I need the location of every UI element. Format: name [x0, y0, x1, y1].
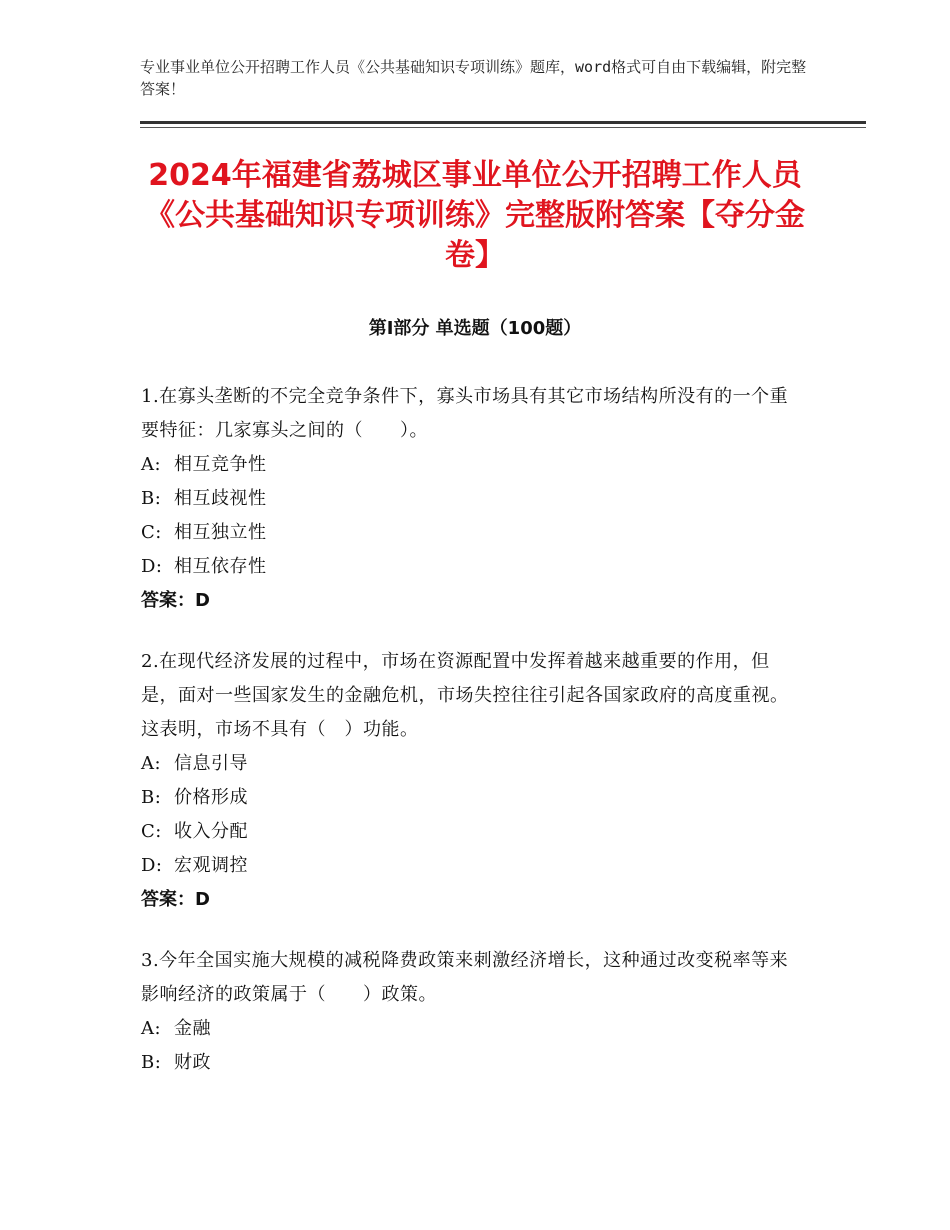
question-stem: 1.在寡头垄断的不完全竞争条件下，寡头市场具有其它市场结构所没有的一个重要特征：几家寡头之间的（ ）。: [141, 386, 789, 441]
option-b: [141, 482, 801, 516]
option-text: 宏观调控: [174, 855, 248, 876]
option-key: A:: [141, 753, 162, 774]
question-3: [141, 944, 801, 1080]
header-rule-thick: [140, 121, 866, 124]
header-note: 专业事业单位公开招聘工作人员《公共基础知识专项训练》题库，word格式可自由下载编辑，附完整答案！: [140, 58, 807, 98]
option-b: [141, 781, 801, 815]
option-key: B:: [141, 1052, 162, 1073]
option-text: 相互依存性: [174, 556, 267, 577]
header-rule-thin: [140, 127, 866, 128]
option-key: D:: [141, 855, 163, 876]
question-stem: 3.今年全国实施大规模的减税降费政策来刺激经济增长，这种通过改变税率等来影响经济的政策属于（ ）政策。: [141, 950, 789, 1005]
question-2: [141, 645, 801, 917]
option-key: C:: [141, 821, 162, 842]
option-text: 金融: [174, 1018, 211, 1039]
answer: 答案：D: [141, 590, 210, 611]
option-a: [141, 1012, 801, 1046]
option-a: [141, 747, 801, 781]
option-c: [141, 516, 801, 550]
option-key: B:: [141, 787, 162, 808]
option-key: B:: [141, 488, 162, 509]
option-a: [141, 448, 801, 482]
option-text: 相互独立性: [174, 522, 267, 543]
option-key: C:: [141, 522, 162, 543]
option-text: 财政: [174, 1052, 211, 1073]
option-text: 相互歧视性: [174, 488, 267, 509]
option-text: 收入分配: [174, 821, 248, 842]
option-c: [141, 815, 801, 849]
option-text: 价格形成: [174, 787, 248, 808]
option-text: 信息引导: [174, 753, 248, 774]
option-d: [141, 849, 801, 883]
question-stem: 2.在现代经济发展的过程中，市场在资源配置中发挥着越来越重要的作用，但是，面对一些国家发生的金融危机，市场失控往往引起各国家政府的高度重视。这表明，市场不具有（ ）功能。: [141, 651, 789, 740]
answer: 答案：D: [141, 889, 210, 910]
option-key: D:: [141, 556, 163, 577]
option-b: [141, 1046, 801, 1080]
document-title: 2024年福建省荔城区事业单位公开招聘工作人员《公共基础知识专项训练》完整版附答案【夺分金卷】: [145, 158, 805, 273]
section-title: 第Ⅰ部分 单选题（100题）: [368, 318, 582, 339]
option-key: A:: [141, 1018, 162, 1039]
question-1: [141, 380, 801, 618]
option-text: 相互竞争性: [174, 454, 267, 475]
question-list: [141, 380, 801, 1107]
option-d: [141, 550, 801, 584]
option-key: A:: [141, 454, 162, 475]
